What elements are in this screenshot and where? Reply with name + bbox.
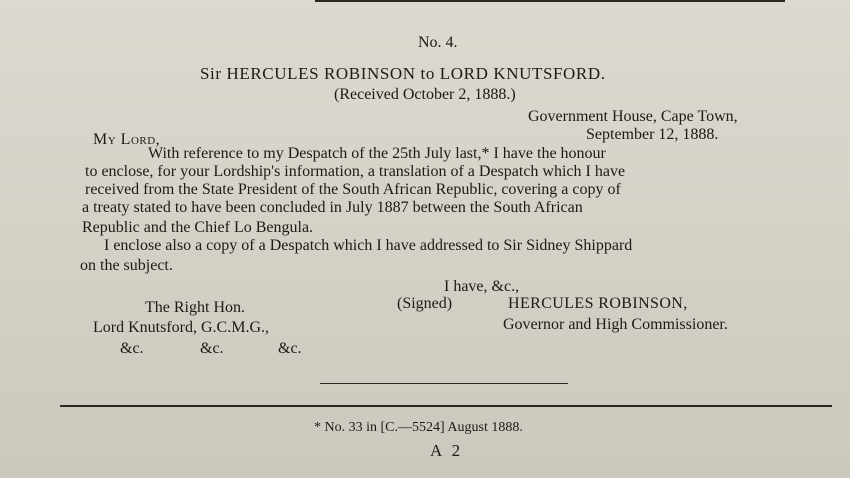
signature-mark: A 2 (430, 441, 464, 460)
body-line-5: Republic and the Chief Lo Bengula. (82, 219, 314, 236)
etc-1: &c. (120, 340, 144, 357)
document-heading: Sir HERCULES ROBINSON to LORD KNUTSFORD. (200, 64, 606, 83)
salutation: My Lord, (93, 131, 161, 148)
body-line-1: With reference to my Despatch of the 25th July last,* I have the honour (148, 145, 606, 162)
address-line-1: Government House, Cape Town, (528, 108, 738, 125)
body-line-6: I enclose also a copy of a Despatch which I have addressed to Sir Sidney Shippard (104, 237, 633, 254)
body-line-2: to enclose, for your Lordship's information, a translation of a Despatch which I have (85, 163, 626, 180)
closing: I have, &c., (444, 278, 520, 295)
signed-label: (Signed) (397, 295, 453, 312)
received-date: (Received October 2, 1888.) (334, 86, 516, 103)
body-line-7: on the subject. (80, 257, 173, 274)
body-line-3: received from the State President of the South African Republic, covering a copy of (85, 181, 621, 198)
etc-3: &c. (278, 340, 302, 357)
etc-2: &c. (200, 340, 224, 357)
document-number: No. 4. (418, 34, 458, 51)
body-line-4: a treaty stated to have been concluded in July 1887 between the South African (82, 199, 583, 216)
signatory-title: Governor and High Commissioner. (503, 316, 728, 333)
separator-rule-short (320, 383, 568, 384)
signatory-name: HERCULES ROBINSON, (508, 295, 688, 312)
separator-rule-long (60, 405, 832, 407)
addressee-line-2: Lord Knutsford, G.C.M.G., (93, 319, 269, 336)
address-line-2: September 12, 1888. (586, 126, 719, 143)
top-rule (315, 0, 785, 2)
footnote: * No. 33 in [C.—5524] August 1888. (314, 420, 523, 435)
addressee-line-1: The Right Hon. (145, 299, 245, 316)
